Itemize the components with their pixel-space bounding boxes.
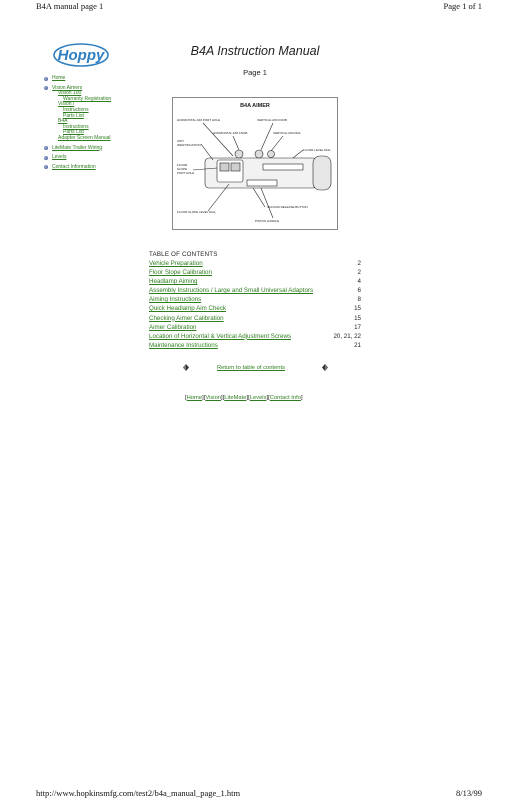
bullet-icon [44, 165, 48, 169]
nav-item-home [44, 76, 164, 82]
nav-link-adapter-manual[interactable]: Adapter Screen Manual [58, 134, 111, 141]
nav-item-litemate [44, 146, 164, 152]
nav-link-contact[interactable]: Contact Information [52, 163, 96, 170]
bullet-icon [44, 77, 48, 81]
nav-link-vision100-warranty[interactable]: Warranty Registration [63, 95, 112, 102]
aimer-drawing [193, 123, 331, 218]
label-floor-slope-1: FLOOR [177, 163, 188, 167]
label-floor-slope-3: PORT HOLE [177, 171, 195, 175]
logo-text: Hoppy [57, 47, 105, 64]
toc-row [149, 315, 361, 324]
label-vacuum-release: VACUUM RELEASE BUTTON [267, 205, 308, 209]
label-floor-level-dial: FLOOR LEVEL DIAL [303, 148, 331, 152]
toc-link[interactable]: Headlamp Aiming [149, 278, 198, 286]
toc-link[interactable]: Floor Slope Calibration [149, 269, 212, 277]
toc-row [149, 342, 361, 351]
toc-row [149, 260, 361, 269]
toc-link[interactable]: Maintenance Instructions [149, 341, 218, 349]
toc-link[interactable]: Aiming Instructions [149, 296, 202, 304]
return-navigation [183, 364, 328, 372]
toc-page: 21 [354, 341, 361, 349]
nav-link-vision-aimers[interactable]: Vision Aimers [52, 84, 83, 91]
return-to-toc-link[interactable]: Return to table of contents [217, 364, 285, 371]
nav-item-contact [44, 165, 164, 171]
print-header-title: B4A manual page 1 [36, 1, 104, 11]
nav-link-litemate[interactable]: LiteMate Trailer Wiring [52, 144, 103, 151]
bottom-navigation: [Home][Vision][LiteMate][Levels][Contact Info] [185, 395, 303, 401]
bottom-link-levels[interactable]: Levels [249, 395, 267, 401]
page-number-label: Page 1 [243, 68, 267, 77]
bottom-link-vision[interactable]: Vision [205, 395, 222, 401]
toc-row [149, 333, 361, 342]
toc-link[interactable]: Aimer Calibration [149, 323, 197, 331]
nav-link-levels[interactable]: Levels [52, 154, 67, 161]
toc-row [149, 324, 361, 333]
bullet-icon [44, 86, 48, 90]
toc-page: 4 [357, 278, 361, 286]
label-unit-2: IDENTIFICATION [177, 143, 201, 147]
diagram-heading: B4A AIMER [240, 103, 270, 109]
toc-page: 2 [357, 260, 361, 267]
toc-row [149, 278, 361, 287]
nav-link-b4a[interactable]: B4A [58, 118, 68, 125]
bullet-icon [44, 146, 48, 150]
toc-page: 2 [357, 269, 361, 277]
left-navigation [44, 76, 164, 174]
nav-link-vision1-parts[interactable]: Parts List [63, 112, 84, 119]
toc-row [149, 269, 361, 278]
toc-page: 17 [354, 323, 361, 331]
bottom-link-litemate[interactable]: LiteMate [224, 395, 247, 401]
label-floor-slope-2: SLOPE [177, 167, 188, 171]
label-vertical-aim-knob: VERTICAL AIM KNOB [257, 118, 287, 122]
toc-link[interactable]: Quick Headlamp Aim Check [149, 305, 227, 313]
toc-link[interactable]: Vehicle Preparation [149, 260, 203, 267]
nav-link-vision1[interactable]: Vision I [58, 101, 75, 108]
print-footer-url: http://www.hopkinsmfg.com/test2/b4a_manual_page_1.htm [36, 788, 241, 798]
label-floor-slope-level-dial: FLOOR SLOPE LEVEL DIAL [177, 210, 216, 214]
nav-link-vision1-instructions[interactable]: Instructions [63, 106, 89, 113]
bottom-link-home[interactable]: Home [186, 395, 203, 401]
toc-heading: TABLE OF CONTENTS [149, 251, 218, 258]
toc-page: 20, 21, 22 [333, 332, 361, 340]
toc-link[interactable]: Assembly Instructions / Large and Small Universal Adaptors [149, 287, 314, 295]
toc-row [149, 305, 361, 314]
print-header-page-count: Page 1 of 1 [443, 1, 482, 11]
next-arrow-icon[interactable] [322, 364, 328, 371]
page-title: B4A Instruction Manual [190, 44, 320, 58]
nav-link-b4a-instructions[interactable]: Instructions [63, 123, 89, 130]
toc-page: 6 [357, 287, 361, 295]
label-vertical-aim-dial: VERTICAL AIM DIAL [273, 131, 302, 135]
label-horizontal-aim-port-hole: HORIZONTAL AIM PORT HOLE [177, 118, 221, 122]
toc-link[interactable]: Checking Aimer Calibration [149, 314, 224, 322]
prev-arrow-icon[interactable] [183, 364, 189, 371]
toc-link[interactable]: Location of Horizontal & Vertical Adjustment Screws [149, 332, 292, 340]
nav-link-b4a-parts[interactable]: Parts List [63, 129, 84, 136]
toc-row [149, 287, 361, 296]
toc-row [149, 296, 361, 305]
label-horizontal-aim-knob: HORIZONTAL AIM KNOB [213, 131, 248, 135]
toc-page: 15 [354, 314, 361, 322]
b4a-aimer-diagram [172, 97, 338, 230]
print-footer-date: 8/13/99 [456, 788, 482, 798]
label-piston-handle: PISTON HANDLE [255, 219, 280, 223]
table-of-contents [149, 251, 361, 351]
bullet-icon [44, 156, 48, 160]
hoppy-logo[interactable] [52, 42, 110, 68]
nav-link-home[interactable]: Home [52, 75, 66, 81]
toc-page: 8 [357, 296, 361, 304]
bottom-link-contact[interactable]: Contact Info [269, 395, 301, 401]
nav-link-vision100[interactable]: Vision 100 [58, 90, 82, 97]
nav-item-vision-aimers [44, 86, 164, 142]
label-unit-1: UNIT [177, 139, 184, 143]
toc-page: 15 [354, 305, 361, 313]
nav-item-levels [44, 155, 164, 161]
